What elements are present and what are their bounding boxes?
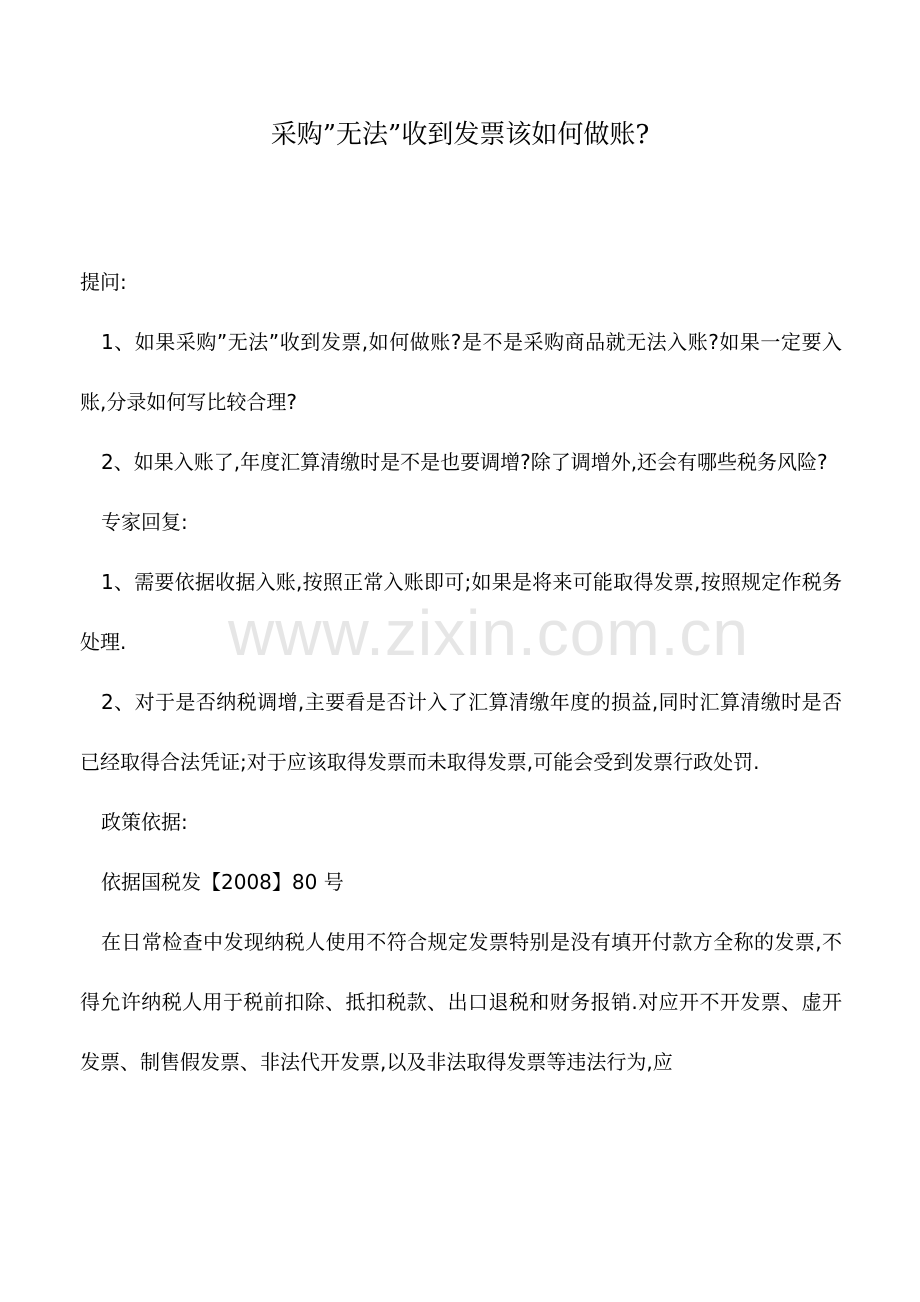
question-1: 1、如果采购”无法”收到发票,如何做账?是不是采购商品就无法入账?如果一定要入账,分录如何写比较合理?: [80, 330, 842, 414]
answer-2: 2、对于是否纳税调增,主要看是否计入了汇算清缴年度的损益,同时汇算清缴时是否已经取得合法凭证;对于应该取得发票而未取得发票,可能会受到发票行政处罚.: [80, 690, 842, 774]
policy-reference: 依据国税发【2008】80 号: [101, 870, 344, 894]
question-2: 2、如果入账了,年度汇算清缴时是不是也要调增?除了调增外,还会有哪些税务风险?: [101, 450, 828, 474]
question-heading: 提问:: [80, 270, 127, 294]
document-title: 采购”无法”收到发票该如何做账?: [270, 120, 650, 150]
answer-1: 1、需要依据收据入账,按照正常入账即可;如果是将来可能取得发票,按照规定作税务处理.: [80, 570, 842, 654]
watermark: www.zixin.com.cn: [228, 597, 749, 669]
policy-text: 在日常检查中发现纳税人使用不符合规定发票特别是没有填开付款方全称的发票,不得允许纳税人用于税前扣除、抵扣税款、出口退税和财务报销.对应开不开发票、虚开发票、制售假发票、非法代开发票,以及非法取得发票等违法行为,应: [80, 930, 842, 1074]
expert-reply-heading: 专家回复:: [101, 510, 188, 534]
policy-basis-heading: 政策依据:: [101, 810, 188, 834]
document-body: [80, 252, 842, 1092]
